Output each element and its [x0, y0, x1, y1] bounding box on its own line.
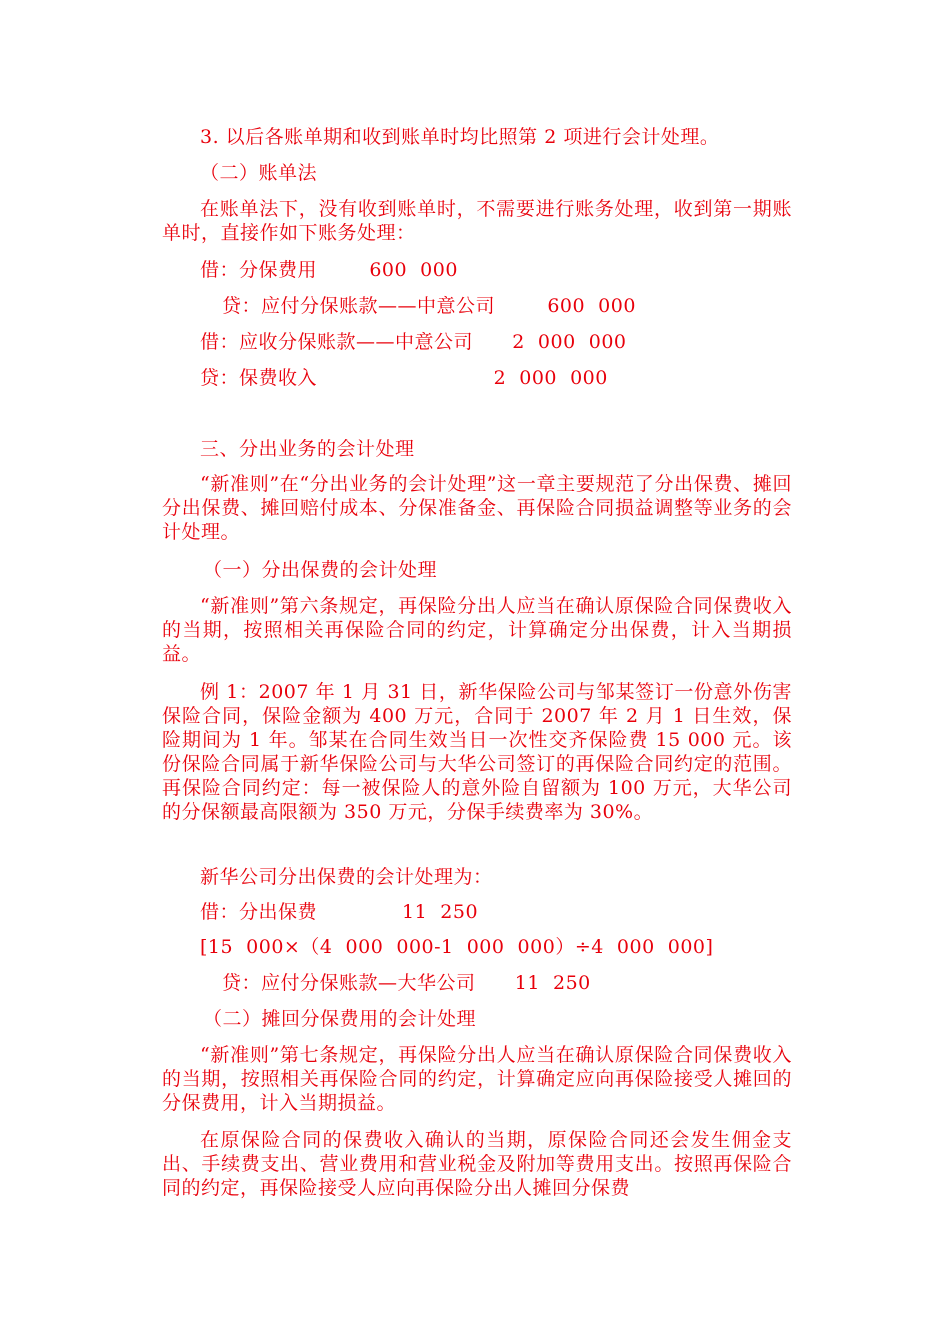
entry3-credit: 贷：应付分保账款—大华公司 11 250	[222, 972, 591, 994]
example1-paragraph: 例 1：2007 年 1 月 31 日，新华保险公司与邹某签订一份意外伤害保险合同，保险金额为 400 万元，合同于 2007 年 2 月 1 日生效，保险期间为 1 年。邹某在合同生效当日一次性交齐保险费 15 000 元。该份保险合同属于新华保险公司与大华公司签订的再保险合同约定的范围。再保险合同约定：每一被保险人的意外险自留额为 100 万元，大华公司的分保额最高限额为 350 万元，分保手续费率为 30%。	[162, 681, 792, 823]
section3-paragraph: “新准则”在“分出业务的会计处理”这一章主要规范了分出保费、摊回分出保费、摊回赔付成本、分保准备金、再保险合同损益调整等业务的会计处理。	[162, 473, 792, 543]
sub2-heading: （二）摊回分保费用的会计处理	[203, 1008, 477, 1030]
entry2-credit: 贷：保费收入 2 000 000	[200, 367, 608, 389]
heading-billing-method: （二）账单法	[200, 162, 318, 184]
entry1-credit: 贷：应付分保账款——中意公司 600 000	[222, 295, 636, 317]
entry3-debit: 借：分出保费 11 250	[200, 901, 479, 923]
entry3-formula: [15 000×（4 000 000-1 000 000）÷4 000 000]	[200, 936, 714, 958]
sub1-paragraph: “新准则”第六条规定，再保险分出人应当在确认原保险合同保费收入的当期，按照相关再保险合同的约定，计算确定分出保费，计入当期损益。	[162, 595, 792, 665]
sub1-heading: （一）分出保费的会计处理	[203, 559, 438, 581]
billing-method-paragraph: 在账单法下，没有收到账单时，不需要进行账务处理，收到第一期账单时，直接作如下账务处理：	[162, 198, 792, 244]
entry2-debit: 借：应收分保账款——中意公司 2 000 000	[200, 331, 627, 353]
final-paragraph: 在原保险合同的保费收入确认的当期，原保险合同还会发生佣金支出、手续费支出、营业费用和营业税金及附加等费用支出。按照再保险合同的约定，再保险接受人应向再保险分出人摊回分保费	[162, 1129, 792, 1199]
line-item-3: 3. 以后各账单期和收到账单时均比照第 2 项进行会计处理。	[200, 126, 720, 148]
section3-heading: 三、分出业务的会计处理	[200, 438, 415, 460]
sub2-paragraph: “新准则”第七条规定，再保险分出人应当在确认原保险合同保费收入的当期，按照相关再保险合同的约定，计算确定应向再保险接受人摊回的分保费用，计入当期损益。	[162, 1044, 792, 1114]
entry1-debit: 借：分保费用 600 000	[200, 259, 458, 281]
example1-intro: 新华公司分出保费的会计处理为：	[200, 866, 493, 888]
